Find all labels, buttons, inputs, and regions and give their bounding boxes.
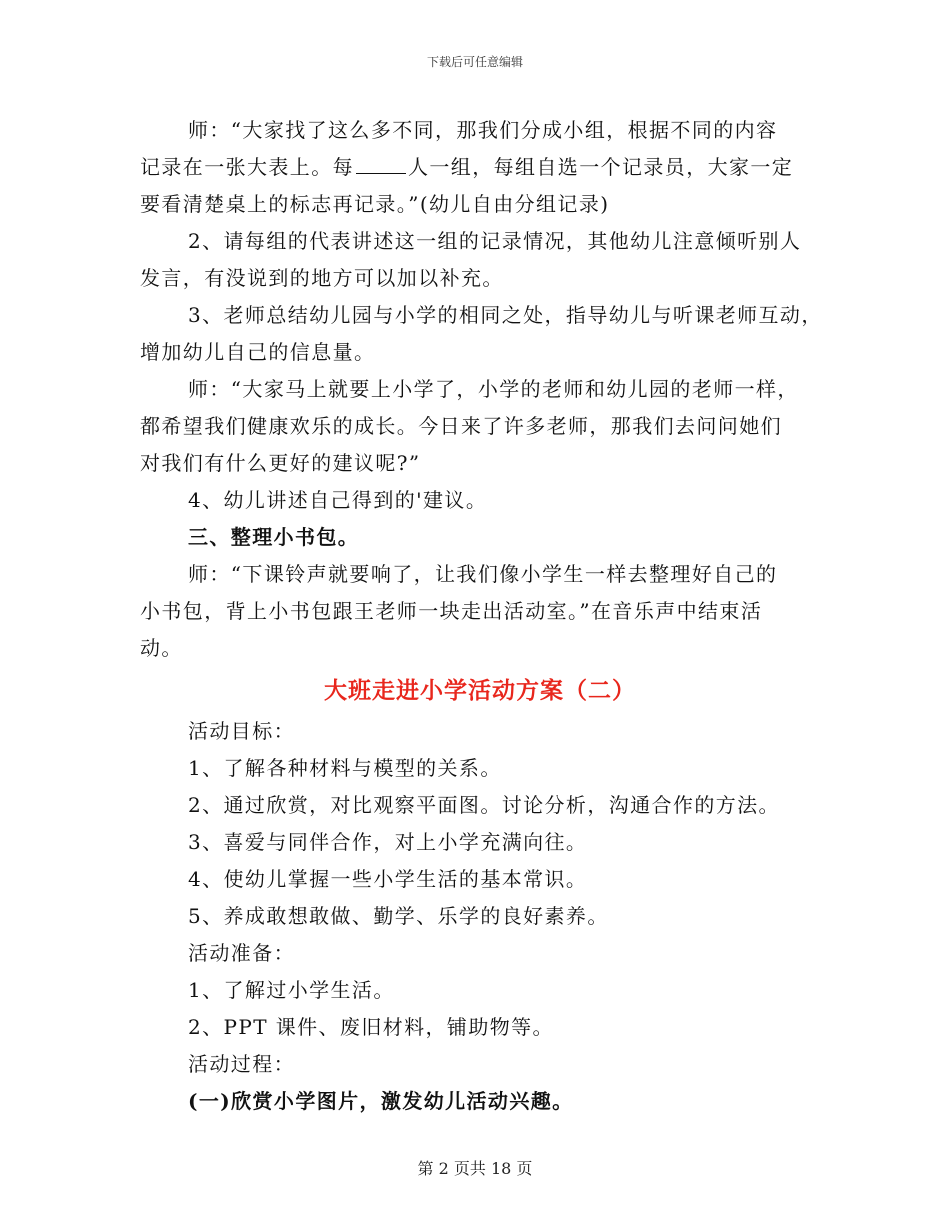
paragraph-line: 增加幼儿自己的信息量。 (140, 340, 376, 364)
text-fragment: 记录在一张大表上。每 (140, 155, 354, 179)
goal-item: 1、了解各种材料与模型的关系。 (188, 756, 502, 780)
paragraph-line: 4、幼儿讲述自己得到的'建议。 (188, 488, 488, 512)
fill-blank (356, 155, 406, 174)
process-label: 活动过程： (188, 1052, 295, 1076)
paragraph-line: 3、老师总结幼儿园与小学的相同之处，指导幼儿与听课老师互动， (188, 303, 823, 327)
document-title: 大班走进小学活动方案（二） (324, 677, 636, 704)
text-fragment: 人一组，每组自选一个记录员，大家一定 (408, 155, 794, 179)
prep-item: 1、了解过小学生活。 (188, 978, 395, 1002)
paragraph-line: 师：“大家找了这么多不同，那我们分成小组，根据不同的内容 (188, 118, 778, 142)
document-body (140, 112, 823, 1120)
goal-item: 5、养成敢想敢做、勤学、乐学的良好素养。 (188, 904, 609, 928)
paragraph-line: 对我们有什么更好的建议呢?” (140, 451, 421, 475)
paragraph-line: 师：“下课铃声就要响了，让我们像小学生一样去整理好自己的 (188, 562, 778, 586)
section-heading: 三、整理小书包。 (188, 525, 360, 549)
paragraph-line: 2、请每组的代表讲述这一组的记录情况，其他幼儿注意倾听别人 (188, 229, 802, 253)
process-heading: (一)欣赏小学图片，激发幼儿活动兴趣。 (188, 1089, 574, 1113)
prep-item: 2、PPT 课件、废旧材料，铺助物等。 (188, 1015, 554, 1039)
goal-item: 3、喜爱与同伴合作，对上小学充满向往。 (188, 830, 588, 854)
prep-label: 活动准备： (188, 941, 295, 965)
paragraph-line: 都希望我们健康欢乐的成长。今日来了许多老师，那我们去问问她们 (140, 414, 782, 438)
page-footer: 第 2 页共 18 页 (417, 1159, 533, 1178)
goals-label: 活动目标： (188, 719, 295, 743)
goal-item: 4、使幼儿掌握一些小学生活的基本常识。 (188, 867, 588, 891)
paragraph-line: 师：“大家马上就要上小学了，小学的老师和幼儿园的老师一样， (188, 377, 799, 401)
paragraph-line: 小书包，背上小书包跟王老师一块走出活动室。”在音乐声中结束活 (140, 599, 763, 623)
paragraph-line: 发言，有没说到的地方可以加以补充。 (140, 266, 504, 290)
paragraph-line: 动。 (140, 636, 183, 660)
page-header: 下载后可任意编辑 (426, 55, 523, 69)
paragraph-line: 要看清楚桌上的标志再记录。”(幼儿自由分组记录) (140, 192, 610, 216)
paragraph-line (140, 149, 820, 186)
goal-item: 2、通过欣赏，对比观察平面图。讨论分析，沟通合作的方法。 (188, 793, 780, 817)
